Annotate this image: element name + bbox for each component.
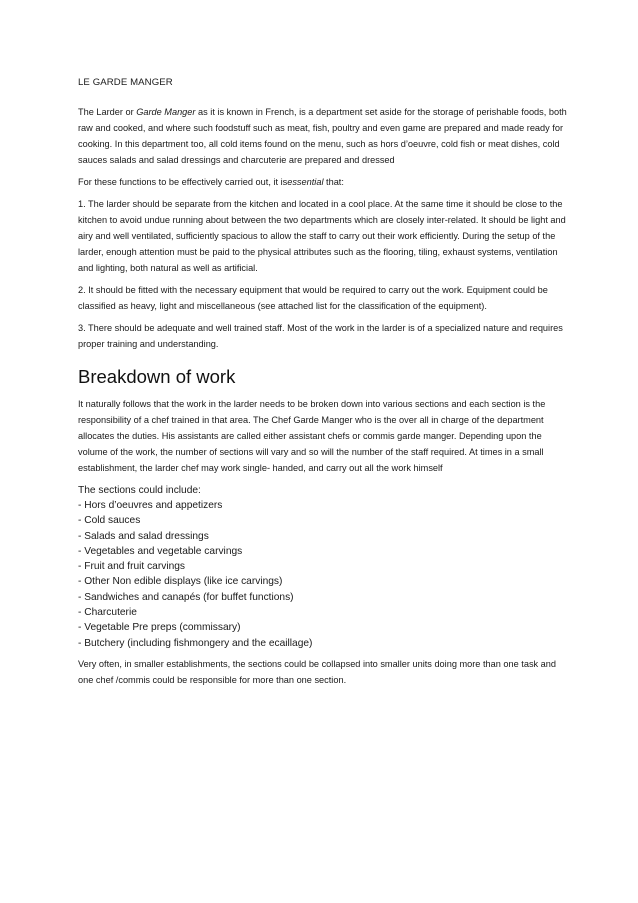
list-item: - Vegetable Pre preps (commissary)	[78, 622, 241, 634]
list-item: - Charcuterie	[78, 607, 137, 619]
functions-intro-paragraph	[78, 174, 568, 190]
document-title: LE GARDE MANGER	[78, 77, 173, 88]
functions-intro-end: that:	[323, 177, 344, 187]
list-item: - Hors d’oeuvres and appetizers	[78, 500, 223, 511]
list-item: - Other Non edible displays (like ice carvings)	[78, 576, 283, 588]
functions-intro-italic: essential	[287, 177, 324, 187]
sections-intro: The sections could include:	[78, 485, 201, 496]
point-2-paragraph: 2. It should be fitted with the necessary equipment that would be required to carry out the work. Equipment could be classified as heavy, light and miscellaneous (see attached list for the classification of the equipment).	[78, 285, 548, 311]
intro-paragraph	[78, 104, 568, 168]
breakdown-paragraph: It naturally follows that the work in the larder needs to be broken down into various sections and each section is the responsibility of a chef trained in that area. The Chef Garde Manger who is the over all in charge of the department allocates the duties. His assistants are called either assistant chefs or commis garde manger. Depending upon the volume of the work, the number of sections will vary and so will the number of the staff required. At times in a small establishment, the larder chef may work single- handed, and carry out all the work himself	[78, 399, 546, 473]
list-item: - Vegetables and vegetable carvings	[78, 545, 243, 557]
sections-list	[78, 498, 568, 651]
intro-text-start: The Larder or	[78, 107, 137, 117]
list-item: - Cold sauces	[78, 515, 141, 527]
list-item: - Salads and salad dressings	[78, 530, 209, 542]
list-item: - Sandwiches and canapés (for buffet functions)	[78, 591, 294, 603]
breakdown-heading: Breakdown of work	[78, 366, 236, 387]
list-item: - Fruit and fruit carvings	[78, 561, 186, 573]
functions-intro-start: For these functions to be effectively carried out, it is	[78, 177, 288, 187]
intro-text-end: as it is known in French, is a department set aside for the storage of perishable foods, both raw and cooked, and where such foodstuff such as meat, fish, poultry and even game are prepared and made ready for cooking. In this department too, all cold items found on the menu, such as hors d’oeuvre, cold fish or meat dishes, cold sauces salads and salad dressings and charcuterie are prepared and dressed	[78, 107, 567, 165]
point-3-paragraph: 3. There should be adequate and well trained staff. Most of the work in the larder is of a specialized nature and requires proper training and understanding.	[78, 323, 563, 349]
list-item: - Butchery (including fishmongery and the ecaillage)	[78, 637, 313, 649]
point-1-paragraph: 1. The larder should be separate from the kitchen and located in a cool place. At the same time it should be close to the kitchen to avoid undue running about between the two departments which are closely inter-related. It should be light and airy and well ventilated, sufficiently spacious to allow the staff to carry out their work efficiently. During the setup of the larder, enough attention must be paid to the physical attributes such as the flooring, tiling, exhaust systems, ventilation and lighting, both natural as well as artificial.	[78, 199, 566, 273]
intro-italic-term: Garde Manger	[136, 107, 196, 117]
document-page	[78, 76, 568, 694]
closing-paragraph: Very often, in smaller establishments, the sections could be collapsed into smaller units doing more than one task and one chef /commis could be responsible for more than one section.	[78, 658, 557, 685]
